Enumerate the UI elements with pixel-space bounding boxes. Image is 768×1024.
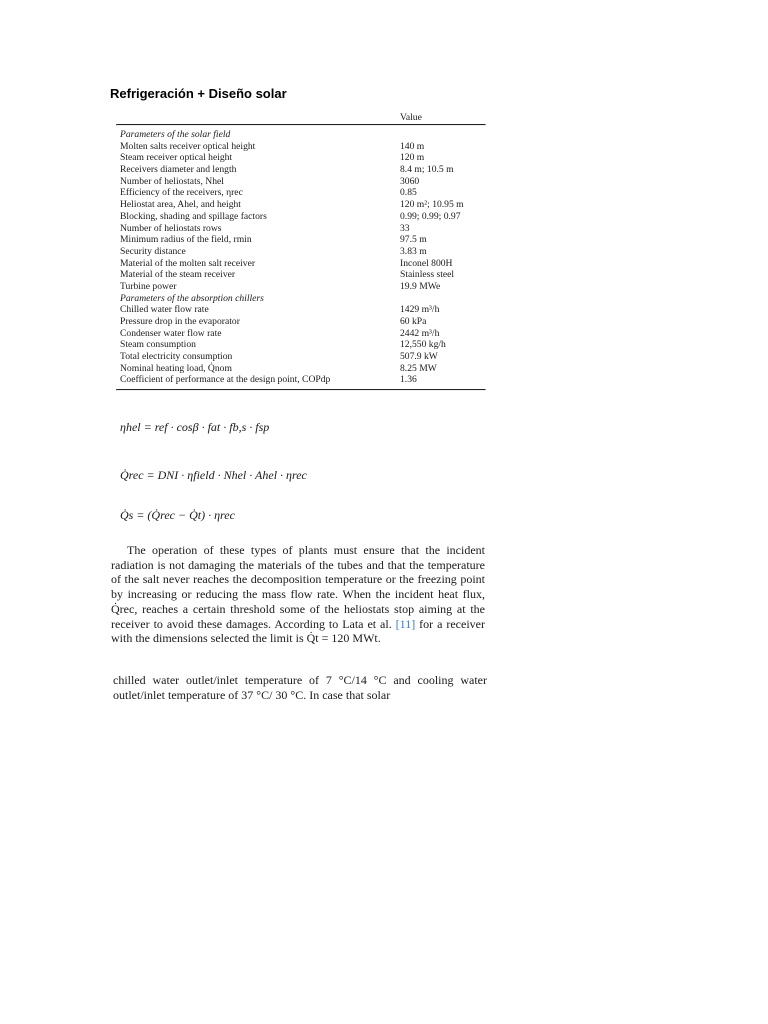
- table-row: [116, 258, 486, 270]
- table-row: [116, 164, 486, 176]
- table-header-row: [116, 110, 486, 124]
- parameter-value: 2442 m³/h: [400, 327, 440, 339]
- body-paragraph-operation: [111, 543, 485, 646]
- parameter-name: Chilled water flow rate: [120, 304, 209, 316]
- parameter-value: 507.9 kW: [400, 351, 438, 363]
- parameter-value: 3.83 m: [400, 245, 427, 257]
- parameter-name: Total electricity consumption: [120, 351, 233, 363]
- parameter-name: Coefficient of performance at the design point, COPdp: [120, 374, 331, 386]
- table-row: [116, 316, 486, 328]
- parameter-value: 12,550 kg/h: [400, 339, 446, 351]
- table-row: [116, 234, 486, 246]
- parameter-name: Material of the steam receiver: [120, 269, 236, 281]
- table-row: [116, 363, 486, 375]
- table-row: [116, 176, 486, 188]
- parameter-value: 1.36: [400, 374, 417, 386]
- paragraph-text: chilled water outlet/inlet temperature of 7 °C/14 °C and cooling water outlet/inlet temperature of 37 °C/ 30 °C. In case that solar: [113, 673, 487, 702]
- parameter-name: Pressure drop in the evaporator: [120, 316, 240, 327]
- parameter-value: 1429 m³/h: [400, 304, 440, 316]
- table-row: [116, 304, 486, 316]
- paragraph-text: The operation of these types of plants must ensure that the incident radiation is not damaging the materials of the tubes and that the temperature of the salt never reaches the decomposition temperature or the freezing point by increasing or reducing the mass flow rate. When the incident heat flux, Q̇rec, reaches a certain threshold some of the heliostats stop aiming at the receiver to avoid these damages. According to Lata et al.: [111, 543, 485, 631]
- table-row: [116, 339, 486, 351]
- parameter-value: 60 kPa: [400, 316, 427, 327]
- parameter-name: Blocking, shading and spillage factors: [120, 210, 267, 222]
- table-row: [116, 246, 486, 258]
- parameter-name: Nominal heating load, Q̇nom: [120, 362, 232, 374]
- parameter-value: Stainless steel: [400, 269, 455, 281]
- parameter-value: 8.4 m; 10.5 m: [400, 164, 454, 176]
- parameter-name: Steam receiver optical height: [120, 152, 233, 164]
- parameter-name: Receivers diameter and length: [120, 164, 237, 176]
- paragraph-text-end: for a receiver with the dimensions selected the limit is Q̇t = 120 MWt.: [111, 616, 485, 646]
- equation-receiver-heat: Q̇rec = DNI · ηfield · Nhel · Ahel · ηrec: [120, 468, 307, 482]
- parameter-value: 97.5 m: [400, 234, 427, 246]
- table-row: [116, 374, 486, 386]
- table-row: [116, 199, 486, 211]
- equation-heliostat-efficiency: ηhel = ref · cosβ · fat · fb,s · fsp: [120, 420, 270, 434]
- parameters-table: [116, 110, 486, 391]
- citation-link[interactable]: [11]: [395, 616, 416, 631]
- table-section-heading: [116, 129, 486, 141]
- parameter-name: Number of heliostats rows: [120, 222, 222, 234]
- parameter-name: Heliostat area, Ahel, and height: [120, 199, 241, 211]
- parameter-value: 0.85: [400, 187, 417, 199]
- table-row: [116, 187, 486, 199]
- parameter-name: Parameters of the solar field: [120, 129, 231, 140]
- parameter-value: 3060: [400, 175, 420, 187]
- parameter-name: Material of the molten salt receiver: [120, 257, 256, 269]
- table-row: [116, 152, 486, 164]
- parameter-name: Parameters of the absorption chillers: [120, 292, 264, 304]
- parameter-value: Inconel 800H: [400, 257, 453, 269]
- parameter-value: 120 m²; 10.95 m: [400, 199, 464, 211]
- table-body: [116, 126, 486, 389]
- table-row: [116, 269, 486, 281]
- table-row: [116, 223, 486, 235]
- parameter-value: 140 m: [400, 140, 425, 152]
- parameter-name: Minimum radius of the field, rmin: [120, 234, 252, 246]
- document-title: Refrigeración + Diseño solar: [110, 86, 287, 101]
- parameter-name: Molten salts receiver optical height: [120, 140, 256, 152]
- parameter-value: 19.9 MWe: [400, 280, 441, 292]
- parameter-name: Turbine power: [120, 280, 177, 292]
- body-paragraph-chilled-water: [113, 673, 487, 702]
- parameter-name: Steam consumption: [120, 339, 196, 351]
- parameter-value: 8.25 MW: [400, 362, 437, 374]
- parameter-name: Condenser water flow rate: [120, 327, 222, 339]
- value-column-header: Value: [400, 112, 422, 123]
- table-row: [116, 211, 486, 223]
- parameter-value: 0.99; 0.99; 0.97: [400, 210, 461, 222]
- table-row: [116, 328, 486, 340]
- table-row: [116, 141, 486, 153]
- parameter-value: 120 m: [400, 152, 425, 164]
- parameter-value: 33: [400, 222, 410, 234]
- parameter-name: Security distance: [120, 245, 186, 257]
- table-section-heading: [116, 293, 486, 305]
- table-row: [116, 351, 486, 363]
- table-bottom-rule: [116, 389, 486, 391]
- parameter-name: Efficiency of the receivers, ηrec: [120, 187, 243, 199]
- equation-salt-heat: Q̇s = (Q̇rec − Q̇t) · ηrec: [120, 508, 235, 522]
- parameter-name: Number of heliostats, Nhel: [120, 175, 224, 187]
- table-row: [116, 281, 486, 293]
